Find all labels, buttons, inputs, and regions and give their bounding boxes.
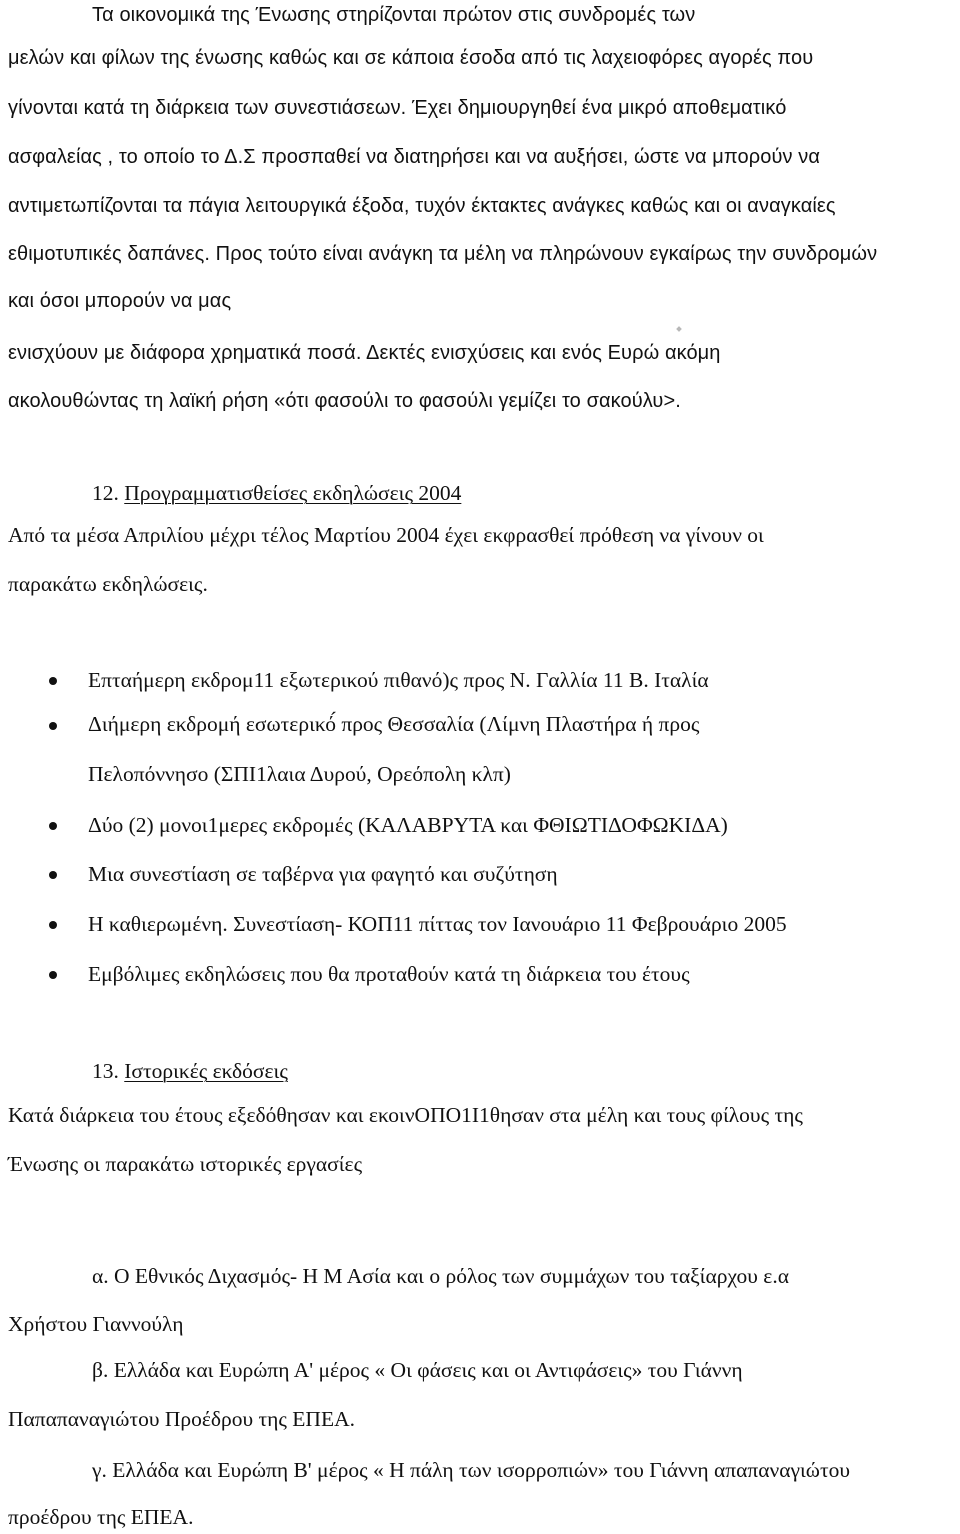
finance-line-4: ασφαλείας , το οποίο το Δ.Σ προσπαθεί να διατηρήσει και να αυξήσει, ώστε να μπορούν να	[8, 146, 820, 168]
section-13-heading	[92, 1061, 288, 1083]
publication-b-line-2: Παπαπαναγιώτου Προέδρου της ΕΠΕΑ.	[8, 1407, 355, 1431]
bullet-item-4: Μια συνεστίαση σε ταβέρνα για φαγητό και συζύτηση	[88, 862, 558, 886]
section-13-intro-line-1: Κατά διάρκεια του έτους εξεδόθησαν και εκοινΟΠΟ1Ι1θησαν στα μέλη και τους φίλους της	[8, 1103, 803, 1127]
finance-line-5: αντιμετωπίζονται τα πάγια λειτουργικά έξοδα, τυχόν έκτακτες ανάγκες καθώς και οι αναγκαίες	[8, 195, 836, 217]
bullet-item-1: Επταήμερη εκδρομ11 εξωτερικού πιθανό)ς προς Ν. Γαλλία 11 Β. Ιταλία	[88, 668, 709, 692]
bullet-dot	[49, 677, 57, 685]
section-12-intro-line-1: Από τα μέσα Απριλίου μέχρι τέλος Μαρτίου 2004 έχει εκφρασθεί πρόθεση να γίνουν οι	[8, 523, 764, 547]
bullet-dot	[49, 822, 57, 830]
publication-c-line-2: προέδρου της ΕΠΕΑ.	[8, 1505, 194, 1529]
section-12-intro-line-2: παρακάτω εκδηλώσεις.	[8, 572, 208, 596]
bullet-item-2: Διήμερη εκδρομή εσωτερικό́ προς Θεσσαλία (Λίμνη Πλαστήρα ή προς	[88, 712, 700, 736]
finance-line-9: ακολουθώντας τη λαϊκή ρήση «ότι φασούλι το φασούλι γεμίζει το σακούλυ>.	[8, 390, 681, 412]
bullet-dot	[49, 871, 57, 879]
finance-line-8: ενισχύουν με διάφορα χρηματικά ποσά. Δεκτές ενισχύσεις και ενός Ευρώ ακόμη	[8, 342, 721, 364]
finance-line-1: Τα οικονομικά της Ένωσης στηρίζονται πρώτον στις συνδρομές των	[92, 4, 696, 26]
scan-speck	[676, 326, 682, 332]
bullet-dot	[49, 921, 57, 929]
section-13-intro-line-2: Ένωσης οι παρακάτω ιστορικές εργασίες	[8, 1152, 363, 1176]
finance-line-6: εθιμοτυπικές δαπάνες. Προς τούτο είναι ανάγκη τα μέλη να πληρώνουν εγκαίρως την συνδρομών	[8, 243, 878, 265]
section-13-number: 13.	[92, 1059, 119, 1083]
section-12-title: Προγραμματισθείσες εκδηλώσεις 2004	[124, 481, 462, 505]
section-13-title: Ιστορικές εκδόσεις	[124, 1059, 288, 1083]
finance-line-7: και όσοι μπορούν να μας	[8, 290, 232, 312]
bullet-dot	[49, 722, 57, 730]
bullet-item-6: Εμβόλιμες εκδηλώσεις που θα προταθούν κατά τη διάρκεια του έτους	[88, 962, 690, 986]
publication-b-line-1: β. Ελλάδα και Ευρώπη Α' μέρος « Οι φάσεις και οι Αντιφάσεις» του Γιάννη	[92, 1358, 743, 1382]
section-12-number: 12.	[92, 481, 119, 505]
finance-line-2: μελών και φίλων της ένωσης καθώς και σε κάποια έσοδα από τις λαχειοφόρες αγορές που	[8, 47, 814, 69]
publication-c-line-1: γ. Ελλάδα και Ευρώπη Β' μέρος « Η πάλη των ισορροπιών» του Γιάννη απαπαναγιώτου	[92, 1458, 850, 1482]
bullet-dot	[49, 971, 57, 979]
bullet-item-2-continuation: Πελοπόννησο (ΣΠΙ1λαια Δυρού, Ορεόπολη κλπ)	[88, 762, 511, 786]
section-12-heading	[92, 483, 461, 505]
publication-a-line-2: Χρήστου Γιαννούλη	[8, 1312, 184, 1336]
finance-line-3: γίνονται κατά τη διάρκεια των συνεστιάσεων. Έχει δημιουργηθεί ένα μικρό αποθεματικό	[8, 97, 787, 119]
bullet-item-3: Δύο (2) μονοι1μερες εκδρομές (ΚΑΛΑΒΡΥΤΑ και ΦΘΙΩΤΙΔΟΦΩΚΙΔΑ)	[88, 813, 728, 837]
publication-a-line-1: α. Ο Εθνικός Διχασμός- Η Μ Ασία και ο ρόλος των συμμάχων του ταξίαρχου ε.α	[92, 1264, 789, 1288]
bullet-item-5: Η καθιερωμένη. Συνεστίαση- ΚΟΠ11 πίττας τον Ιανουάριο 11 Φεβρουάριο 2005	[88, 912, 787, 936]
